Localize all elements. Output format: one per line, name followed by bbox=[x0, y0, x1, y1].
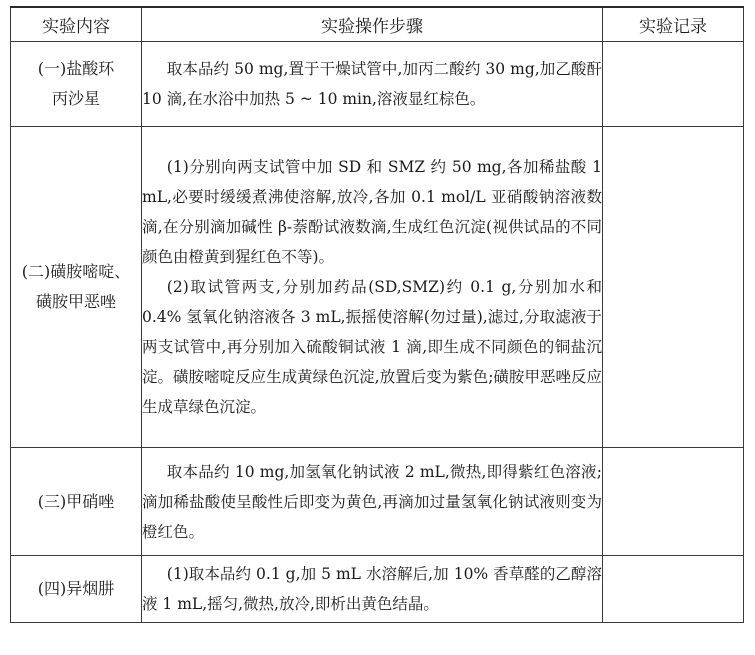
step-paragraph: 取本品约 10 mg,加氢氧化钠试液 2 mL,微热,即得紫红色溶液;滴加稀盐酸使呈酸性后即变为黄色,再滴加过量氢氧化钠试液则变为橙红色。 bbox=[142, 462, 602, 541]
step-paragraph: (1)取本品约 0.1 g,加 5 mL 水溶解后,加 10% 香草醛的乙醇溶液 1 mL,摇匀,微热,放冷,即析出黄色结晶。 bbox=[142, 565, 602, 613]
experiment-name-line: (二)磺胺嘧啶、 bbox=[21, 262, 131, 281]
experiment-record-cell[interactable] bbox=[603, 127, 744, 448]
table-header bbox=[11, 7, 744, 42]
experiment-steps-cell bbox=[142, 448, 603, 556]
experiment-name-cell bbox=[11, 42, 142, 127]
table-row bbox=[11, 127, 744, 448]
step-paragraph: (1)分别向两支试管中加 SD 和 SMZ 约 50 mg,各加稀盐酸 1 mL,必要时缓缓煮沸使溶解,放冷,各加 0.1 mol/L 亚硝酸钠溶液数滴,在分别滴加碱性 β-萘酚试液数滴,生成红色沉淀(视供试品的不同颜色由橙黄到猩红色不等)。 bbox=[142, 158, 602, 266]
experiment-steps-cell bbox=[142, 127, 603, 448]
header-row bbox=[11, 7, 744, 42]
experiment-record-cell[interactable] bbox=[603, 42, 744, 127]
experiment-name-cell bbox=[11, 448, 142, 556]
table-row bbox=[11, 556, 744, 623]
experiment-table bbox=[10, 6, 744, 623]
header-content: 实验内容 bbox=[11, 7, 142, 42]
experiment-record-cell[interactable] bbox=[603, 556, 744, 623]
table-row bbox=[11, 448, 744, 556]
experiment-name-cell bbox=[11, 556, 142, 623]
header-steps: 实验操作步骤 bbox=[142, 7, 603, 42]
step-paragraph: (2)取试管两支,分别加药品(SD,SMZ)约 0.1 g,分别加水和 0.4% 氢氧化钠溶液各 3 mL,振摇使溶解(勿过量),滤过,分取滤液于两支试管中,再分别加入硫酸铜试液 1 滴,即生成不同颜色的铜盐沉淀。磺胺嘧啶反应生成黄绿色沉淀,放置后变为紫色;磺胺甲恶唑反应生成草绿色沉淀。 bbox=[142, 278, 602, 416]
header-record: 实验记录 bbox=[603, 7, 744, 42]
experiment-name-line: (四)异烟肼 bbox=[37, 579, 115, 598]
experiment-record-cell[interactable] bbox=[603, 448, 744, 556]
experiment-name-line: 磺胺甲恶唑 bbox=[35, 292, 116, 311]
step-paragraph: 取本品约 50 mg,置于干燥试管中,加丙二酸约 30 mg,加乙酸酐 10 滴,在水浴中加热 5 ~ 10 min,溶液显红棕色。 bbox=[142, 60, 602, 108]
experiment-name-cell bbox=[11, 127, 142, 448]
experiment-name-line: 丙沙星 bbox=[51, 89, 100, 108]
experiment-name-line: (一)盐酸环 bbox=[37, 59, 115, 78]
experiment-steps-cell bbox=[142, 556, 603, 623]
experiment-name-line: (三)甲硝唑 bbox=[37, 491, 115, 511]
experiment-steps-cell bbox=[142, 42, 603, 127]
table-row bbox=[11, 42, 744, 127]
